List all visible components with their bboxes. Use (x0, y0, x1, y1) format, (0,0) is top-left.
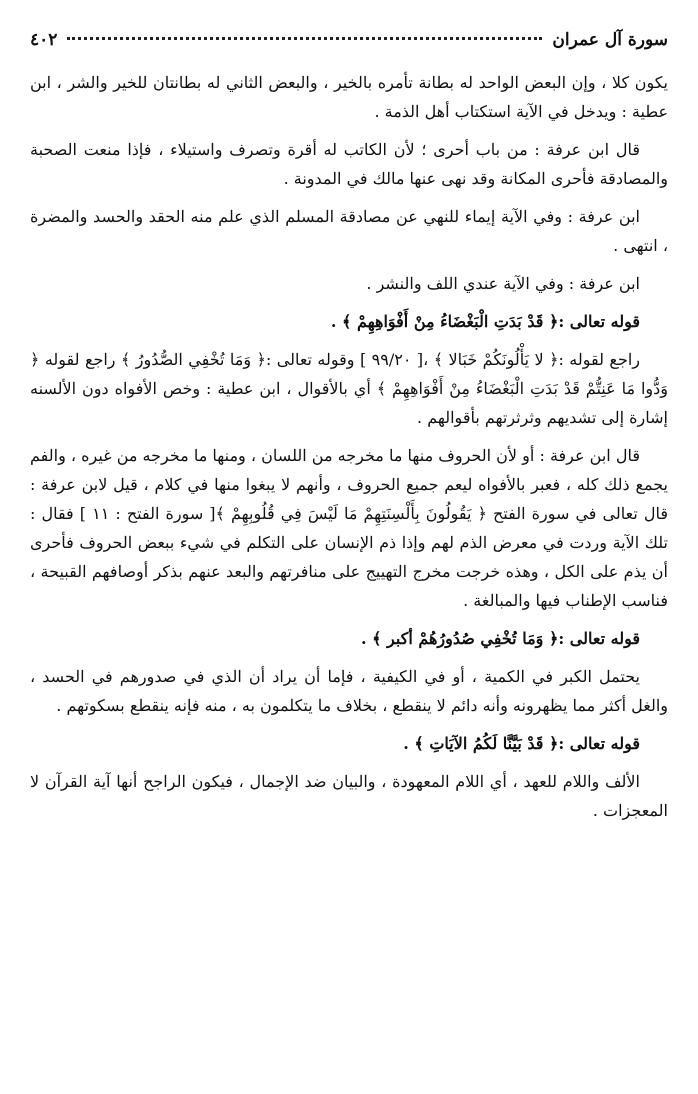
paragraph: قال ابن عرفة : من باب أحرى ؛ لأن الكاتب له أقرة وتصرف واستيلاء ، فإذا منعت الصحبة والمصادقة فأحرى المكانة وقد نهى عنها مالك في المدونة . (30, 140, 668, 188)
header-dotted-rule (67, 37, 542, 40)
running-title: سورة آل عمران (552, 30, 668, 50)
paragraph: راجع لقوله :﴿ لا يَأْلُونَكُمْ خَبَالا ﴾ ،[ ٩٩/٢٠ ] وقوله تعالى :﴿ وَمَا تُخْفِي الصُّدُورُ ﴾ راجع لقوله ﴿ وَدُّوا مَا عَنِتُّمْ قَدْ بَدَتِ الْبَغْضَاءُ مِنْ أَفْوَاهِهِمْ ﴾ أي بالأقوال ، ابن عطية : وخص الأفواه دون الألسنه إشارة إلى تشديهم وثرثرتهم بأقوالهم . (30, 350, 668, 427)
verse-heading: قوله تعالى :﴿ وَمَا تُخْفِي صُدُورُهُمْ أكبر ﴾ . (360, 629, 640, 648)
paragraph: ابن عرفة : وفي الآية إيماء للنهي عن مصادقة المسلم الذي علم منه الحقد والحسد والمضرة ، انتهى . (30, 207, 668, 255)
paragraph: الألف واللام للعهد ، أي اللام المعهودة ، والبيان ضد الإجمال ، فيكون الراجح أنها آية القرآن لا المعجزات . (30, 772, 668, 820)
paragraph: ابن عرفة : وفي الآية عندي اللف والنشر . (366, 274, 640, 293)
paragraph: يكون كلا ، وإن البعض الواحد له بطانة تأمره بالخير ، والبعض الثاني له بطانتان للخير والشر ، ابن عطية : ويدخل في الآية استكتاب أهل الذمة . (30, 73, 669, 121)
paragraph: قال ابن عرفة : أو لأن الحروف منها ما مخرجه من اللسان ، ومنها ما مخرجه من غيره ، والفم يجمع ذلك كله ، فعبر بالأفواه ليعم جميع الحروف ، وأنهم لا يبغوا منها في كلام ، قيل لابن عرفة : قال تعالى في سورة الفتح ﴿ يَقُولُونَ بِأَلْسِنَتِهِمْ مَا لَيْسَ فِي قُلُوبِهِمْ ﴾[ سورة الفتح : ١١ ] فقال : تلك الآية وردت في معرض الذم لهم وإذا ذم الإنسان على التكلم في شيء ببعض الحروف فأحرى أن يذم على الكل ، وهذه خرجت مخرج التهييج على منافرتهم والبعد عنهم بذكر أوصافهم القبيحة ، فناسب الإطناب فيها والمبالغة . (30, 446, 669, 610)
verse-heading: قوله تعالى :﴿ قَدْ بَيَّنَّا لَكُمُ الآيَاتِ ﴾ . (403, 734, 640, 753)
verse-heading: قوله تعالى :﴿ قَدْ بَدَتِ الْبَغْضَاءُ مِنْ أَفْوَاهِهِمْ ﴾ . (330, 312, 640, 331)
page-header (30, 30, 668, 56)
paragraph: يحتمل الكبر في الكمية ، أو في الكيفية ، فإما أن يراد أن الذي في صدورهم في الحسد ، والغل أكثر مما يظهرونه وأنه دائم لا ينقطع ، بخلاف ما يتكلمون به ، منه فإنه ينقطع بسكوتهم . (30, 667, 668, 715)
page-number: ٤٠٢ (30, 30, 58, 50)
page-body (30, 68, 668, 825)
book-page (30, 30, 668, 1074)
